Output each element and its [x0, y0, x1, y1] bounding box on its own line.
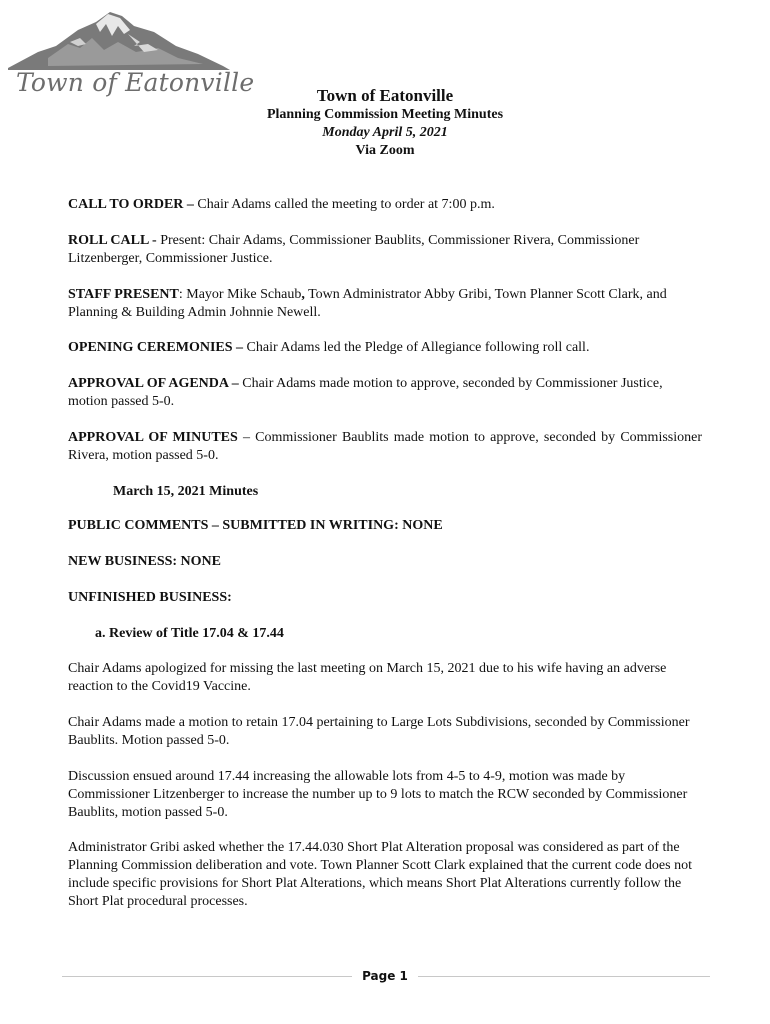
paragraph-1: Chair Adams apologized for missing the last meeting on March 15, 2021 due to his wife having an adverse reaction to the Covid19 Vaccine. [68, 661, 667, 694]
agenda-item-a [95, 625, 729, 643]
staff-present-text-a: : Mayor Mike Schaub [178, 287, 302, 302]
paragraph-3: Discussion ensued around 17.44 increasing the allowable lots from 4-5 to 4-9, motion was made by Commissioner Litzenberger to increase the number up to 9 lots to match the RCW seconded by Commissioner Baublits, motion passed 5-0. [68, 769, 688, 820]
approval-of-minutes [68, 429, 702, 465]
call-to-order-text: Chair Adams called the meeting to order at 7:00 p.m. [193, 197, 495, 212]
document-subtitle: Planning Commission Meeting Minutes [266, 107, 504, 122]
approval-of-minutes-text: – Commissioner Baublits made motion to approve, seconded by Commissioner Rivera, motion passed 5-0. [68, 430, 702, 463]
unfinished-business [68, 589, 702, 607]
approval-of-agenda [68, 375, 702, 411]
public-comments [68, 517, 702, 535]
minutes-item-label: March 15, 2021 Minutes [113, 484, 259, 499]
opening-ceremonies [68, 339, 702, 357]
roll-call [68, 232, 702, 268]
paragraph-2: Chair Adams made a motion to retain 17.04 pertaining to Large Lots Subdivisions, seconded by Commissioner Baublits. Motion passed 5-0. [68, 715, 690, 748]
new-business [68, 553, 702, 571]
staff-present [68, 286, 702, 322]
call-to-order [68, 196, 702, 214]
minutes-item [113, 483, 513, 501]
approval-of-minutes-label: APPROVAL OF MINUTES [68, 430, 238, 445]
unfinished-business-label: UNFINISHED BUSINESS: [68, 590, 232, 605]
approval-of-agenda-text: Chair Adams made motion to approve, seconded by Commissioner Justice, motion passed 5-0. [68, 376, 663, 409]
roll-call-text: Present: Chair Adams, Commissioner Baublits, Commissioner Rivera, Commissioner Litzenberger, Commissioner Justice. [68, 233, 640, 266]
page-number: Page 1 [362, 969, 408, 983]
agenda-item-a-label: a. Review of Title 17.04 & 17.44 [95, 626, 284, 641]
new-business-label: NEW BUSINESS: NONE [68, 554, 222, 569]
opening-ceremonies-text: Chair Adams led the Pledge of Allegiance following roll call. [243, 340, 590, 355]
roll-call-label: ROLL CALL - [68, 233, 157, 248]
meeting-location: Via Zoom [355, 143, 415, 158]
paragraph-4: Administrator Gribi asked whether the 17.44.030 Short Plat Alteration proposal was considered as part of the Planning Commission deliberation and vote. Town Planner Scott Clark explained that the current code does not include specific provisions for Short Plat Alterations, which means Short Plat Alterations currently follow the Short Plat procedural processes. [68, 840, 692, 909]
staff-present-label: STAFF PRESENT [68, 287, 179, 302]
public-comments-label: PUBLIC COMMENTS – SUBMITTED IN WRITING: NONE [68, 518, 443, 533]
town-logo [8, 8, 255, 98]
call-to-order-label: CALL TO ORDER – [68, 197, 194, 212]
staff-present-text-b: Town Administrator Abby Gribi, Town Planner Scott Clark, and Planning & Building Admin Johnnie Newell. [68, 287, 667, 320]
logo-text: Town of Eatonville [16, 68, 255, 97]
approval-of-agenda-label: APPROVAL OF AGENDA – [68, 376, 239, 391]
meeting-date: Monday April 5, 2021 [322, 125, 448, 140]
document-title: Town of Eatonville [316, 86, 454, 105]
opening-ceremonies-label: OPENING CEREMONIES – [68, 340, 244, 355]
staff-present-comma: , [301, 287, 305, 302]
